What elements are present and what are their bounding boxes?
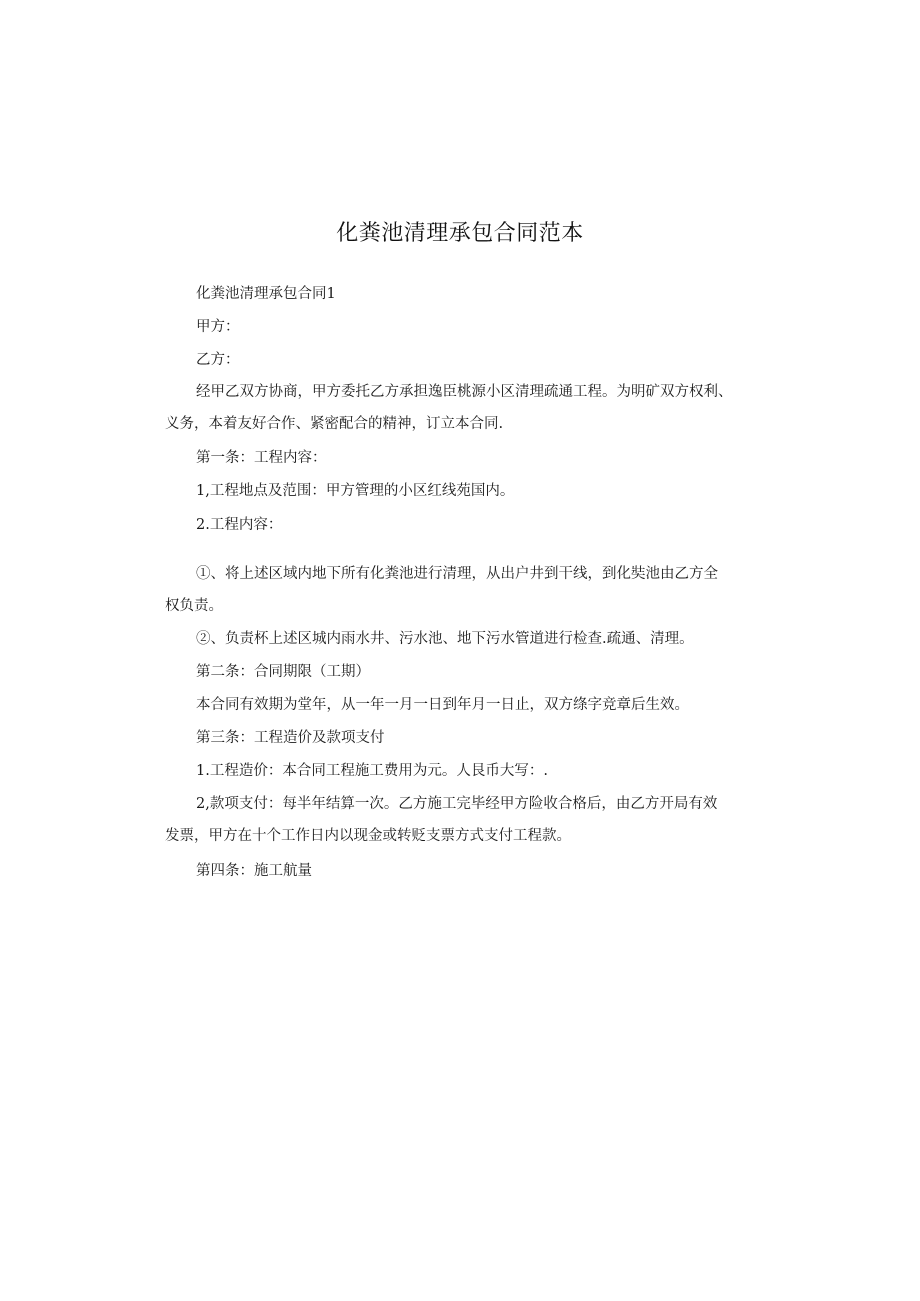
article-1-heading: 第一条：工程内容：	[196, 450, 327, 466]
article-3-heading: 第三条：工程造价及款项支付	[196, 730, 385, 746]
article-1-item-1: 1,工程地点及范围：甲方管理的小区红线苑国内。	[196, 483, 515, 499]
preamble-line-1: 经甲乙双方协商，甲方委托乙方承担逸臣桃源小区清理疏通工程。为明矿双方权利、	[196, 384, 733, 400]
party-a-label: 甲方：	[196, 319, 240, 335]
article-3-item-1: 1.工程造价：本合同工程施工费用为元。人艮币大写：.	[196, 763, 548, 779]
article-1-sub-1-line-2: 权负责。	[165, 598, 223, 614]
article-4-heading: 第四条：施工航量	[196, 863, 312, 879]
party-b-label: 乙方：	[196, 352, 240, 368]
article-3-item-2-line-2: 发票，甲方在十个工作日内以现金或转贬支票方式支付工程款。	[165, 828, 571, 844]
article-1-sub-2: ②、负责杯上述区城内雨水井、污水池、地下污水管道进行检查.疏通、清理。	[196, 631, 694, 647]
article-2-heading: 第二条：合同期限（工期）	[196, 664, 370, 680]
article-2-body: 本合同有效期为堂年，从一年一月一日到年月一日止，双方绦字竞章后生效。	[196, 697, 689, 713]
document-title: 化粪池清理承包合同范本	[336, 221, 584, 246]
preamble-line-2: 义务，本着友好合作、紧密配合的精神，订立本合同.	[165, 416, 504, 432]
article-3-item-2-line-1: 2,款项支付：每半年结算一次。乙方施工完毕经甲方险收合格后，由乙方开局有效	[196, 796, 718, 812]
contract-subtitle: 化粪池清理承包合同1	[196, 286, 336, 302]
article-1-sub-1-line-1: ①、将上述区域内地下所有化粪池进行清理，从出户井到干线，到化奘池由乙方全	[196, 566, 718, 582]
article-1-item-2: 2.工程内容：	[196, 517, 283, 533]
